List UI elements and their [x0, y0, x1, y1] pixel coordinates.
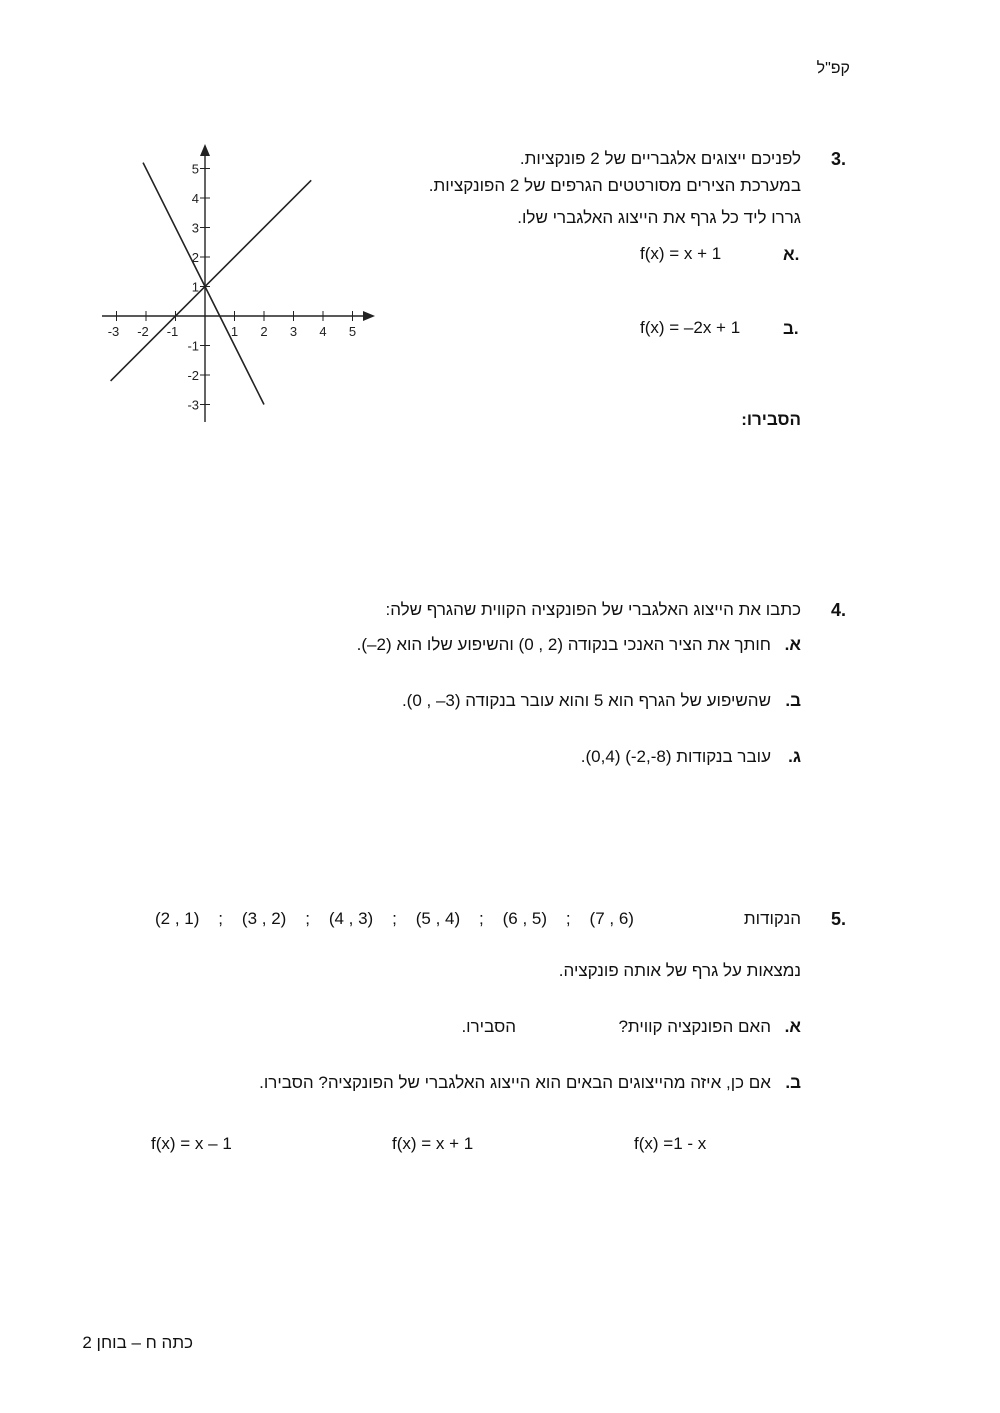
- corner-label: קפ"ל: [816, 60, 850, 77]
- y-tick-label: -1: [187, 338, 199, 354]
- q3-b-label: ב.: [783, 319, 799, 338]
- q5-line2: נמצאות על גרף של אותה פונקציה.: [558, 961, 801, 980]
- q3-a-label: א.: [783, 245, 800, 264]
- x-tick-label: 5: [348, 324, 357, 339]
- q4-b-label: ב.: [785, 691, 801, 710]
- q4-intro: כתבו את הייצוג האלגברי של הפונקציה הקווית שהגרף שלה:: [385, 600, 801, 619]
- q5-option-2[interactable]: f(x) = x + 1: [392, 1134, 474, 1153]
- q3-b-formula[interactable]: f(x) = –2x + 1: [640, 318, 741, 337]
- q5-b-label: ב.: [785, 1073, 801, 1092]
- q4-a-label: א.: [784, 635, 801, 654]
- q5-a-question: האם הפונקציה קווית?: [618, 1017, 771, 1036]
- y-tick-label: 5: [191, 161, 199, 177]
- footer-label: כתה ח – בוחן 2: [82, 1333, 193, 1352]
- q5-number: 5.: [831, 909, 847, 929]
- y-tick-label: -3: [187, 397, 199, 413]
- q5-points: (2 , 1) ; (3 , 2) ; (4 , 3) ; (5 , 4) ; (6 , 5) ; (7 , 6): [155, 909, 634, 928]
- q3-explain: הסבירו:: [741, 410, 801, 429]
- coordinate-graph: [95, 135, 385, 435]
- graph-ticks: [117, 169, 353, 405]
- q3-number: 3.: [831, 149, 847, 169]
- q5-option-1[interactable]: f(x) =1 - x: [634, 1134, 707, 1153]
- x-tick-label: -3: [107, 324, 120, 339]
- graph-axes: [102, 144, 375, 422]
- q4-number: 4.: [831, 600, 847, 620]
- graph-lines: [111, 163, 312, 405]
- q4-b-text: שהשיפוע של הגרף הוא 5 והוא עובר בנקודה (3– , 0).: [401, 691, 771, 710]
- x-axis-arrow: [363, 311, 375, 321]
- y-tick-label: 1: [191, 279, 199, 295]
- q4-a-text: חותך את הציר האנכי בנקודה (2 , 0) והשיפוע שלו הוא (2–).: [356, 635, 771, 654]
- x-tick-label: 4: [319, 324, 327, 339]
- x-tick-label: -2: [137, 324, 149, 339]
- y-tick-label: -2: [187, 368, 199, 383]
- graph-tick-labels: [108, 162, 356, 413]
- q3-a-formula[interactable]: f(x) = x + 1: [640, 244, 722, 263]
- q5-a-label: א.: [784, 1017, 801, 1036]
- q5-a-explain: הסבירו.: [461, 1017, 516, 1036]
- x-tick-label: 1: [230, 324, 239, 339]
- y-axis-arrow: [200, 144, 210, 156]
- y-tick-label: 4: [191, 191, 199, 206]
- q4-c-text: עובר בנקודות (8-,2-) (0,4).: [580, 747, 771, 766]
- line-minus-2x-plus-1: [143, 163, 264, 405]
- y-tick-label: 3: [191, 220, 199, 236]
- q3-line2: במערכת הצירים מסורטטים הגרפים של 2 הפונקציות.: [428, 176, 801, 195]
- x-tick-label: 2: [260, 324, 268, 339]
- q5-option-3[interactable]: f(x) = x – 1: [151, 1134, 232, 1153]
- q3-line3: גררו ליד כל גרף את הייצוג האלגברי שלו.: [517, 208, 801, 227]
- q3-line1: לפניכם ייצוגים אלגבריים של 2 פונקציות.: [519, 149, 801, 168]
- q5-b-text: אם כן, איזה מהייצוגים הבאים הוא הייצוג האלגברי של הפונקציה? הסבירו.: [259, 1073, 771, 1092]
- q4-c-label: ג.: [788, 747, 801, 766]
- line-x-plus-1: [111, 180, 312, 381]
- y-tick-label: 2: [191, 250, 199, 265]
- q5-points-label: הנקודות: [743, 909, 801, 928]
- x-tick-label: -1: [166, 324, 179, 339]
- x-tick-label: 3: [289, 324, 298, 339]
